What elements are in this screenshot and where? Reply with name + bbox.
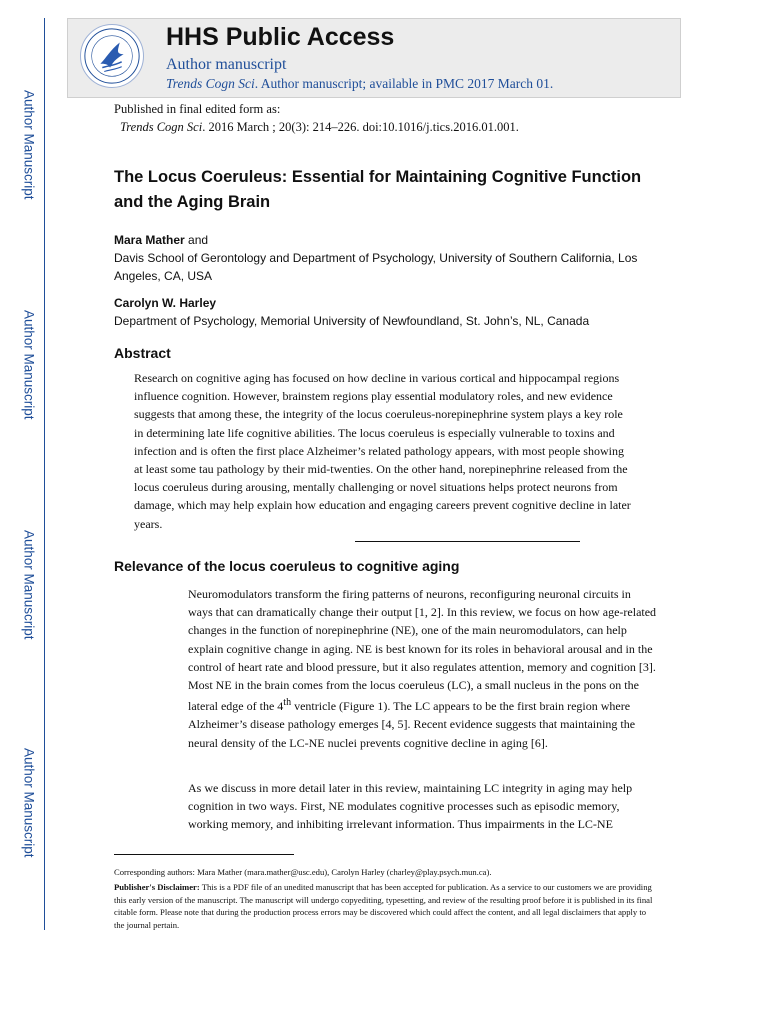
published-citation	[114, 118, 519, 136]
publisher-disclaimer	[114, 881, 654, 931]
author-affiliation: Davis School of Gerontology and Department of Psychology, University of Southern California, Los Angeles, CA, USA	[114, 251, 638, 283]
author-affiliation: Department of Psychology, Memorial University of Newfoundland, St. John’s, NL, Canada	[114, 314, 590, 328]
section-heading: Relevance of the locus coeruleus to cognitive aging	[114, 558, 460, 574]
header-citation	[166, 76, 553, 92]
section-divider	[355, 541, 580, 542]
citation-text: . Author manuscript; available in PMC 2017 March 01.	[254, 76, 554, 91]
sidebar-label: Author Manuscript	[21, 748, 37, 858]
paragraph-text: Neuromodulators transform the firing patterns of neurons, reconfiguring neuronal circuits in ways that can dramatically change their output [1, 2]. In this review, we focus on how age-related changes in the function of norepinephrine (NE), one of the main neuromodulators, can help explain cognitive change in aging. NE is best known for its roles in behavioral arousal and in the control of heart rate and blood pressure, but it also regulates attention, memory and cognition [3]. Most NE in the brain comes from the locus coeruleus (LC), a small nucleus in the pons on the lateral edge of the 4	[188, 587, 657, 714]
corresponding-authors: Corresponding authors: Mara Mather (mara.mather@usc.edu), Carolyn Harley (charley@play.psych.mun.ca).	[114, 867, 492, 877]
published-citation-text: . 2016 March ; 20(3): 214–226. doi:10.1016/j.tics.2016.01.001.	[202, 120, 519, 134]
author-name: Mara Mather	[114, 233, 185, 247]
published-info	[114, 100, 519, 136]
disclaimer-label: Publisher's Disclaimer:	[114, 882, 200, 892]
sidebar-label: Author Manuscript	[21, 90, 37, 200]
body-paragraph	[188, 585, 658, 752]
sidebar-label: Author Manuscript	[21, 530, 37, 640]
journal-name: Trends Cogn Sci	[166, 76, 255, 91]
article-title: The Locus Coeruleus: Essential for Maintaining Cognitive Function and the Aging Brain	[114, 168, 642, 211]
paragraph-text: ventricle (Figure 1). The LC appears to be the first brain region where Alzheimer’s disease pathology emerges [4, 5]. Recent evidence suggests that maintaining the neural density of the LC-NE nuclei prevents cognitive decline in aging [6].	[188, 699, 636, 750]
body-paragraph: As we discuss in more detail later in this review, maintaining LC integrity in aging may help cognition in two ways. First, NE modulates cognitive processes such as episodic memory, working memory, and inhibiting irrelevant information. Thus impairments in the LC-NE	[188, 781, 633, 832]
hhs-seal-icon	[80, 24, 144, 88]
published-label: Published in final edited form as:	[114, 102, 281, 116]
sidebar-rule	[44, 18, 45, 930]
sidebar-label: Author Manuscript	[21, 310, 37, 420]
author-block	[114, 294, 674, 330]
abstract-heading: Abstract	[114, 345, 171, 361]
abstract-text: Research on cognitive aging has focused on how decline in various cortical and hippocampal regions influence cognition. However, brainstem regions play essential modulatory roles, and new evidence suggests that among these, the integrity of the locus coeruleus-norepinephrine system plays a key role in determining late life cognitive abilities. The locus coeruleus is especially vulnerable to toxins and infection and is often the first place Alzheimer’s related pathology appears, with most people showing at least some tau pathology by their mid-twenties. On the other hand, norepinephrine released from the locus coeruleus during arousing, mentally challenging or novel situations helps protect neurons from damage, which may help explain how education and engaging careers prevent cognitive decline in later years.	[134, 371, 631, 531]
disclaimer-text: This is a PDF file of an unedited manuscript that has been accepted for publication. As a service to our customers we are providing this early version of the manuscript. The manuscript will undergo copyediting, typesetting, and review of the resulting proof before it is published in its final citable form. Please note that during the production process errors may be discovered which could affect the content, and all legal disclaimers that apply to the journal pertain.	[114, 882, 653, 930]
journal-name: Trends Cogn Sci	[120, 120, 203, 134]
superscript: th	[283, 697, 292, 709]
author-conjunction: and	[184, 233, 209, 247]
header-subtitle: Author manuscript	[166, 56, 287, 73]
author-block	[114, 231, 674, 285]
author-name: Carolyn W. Harley	[114, 296, 217, 310]
header-title: HHS Public Access	[166, 23, 395, 51]
footnote-rule	[114, 854, 294, 855]
